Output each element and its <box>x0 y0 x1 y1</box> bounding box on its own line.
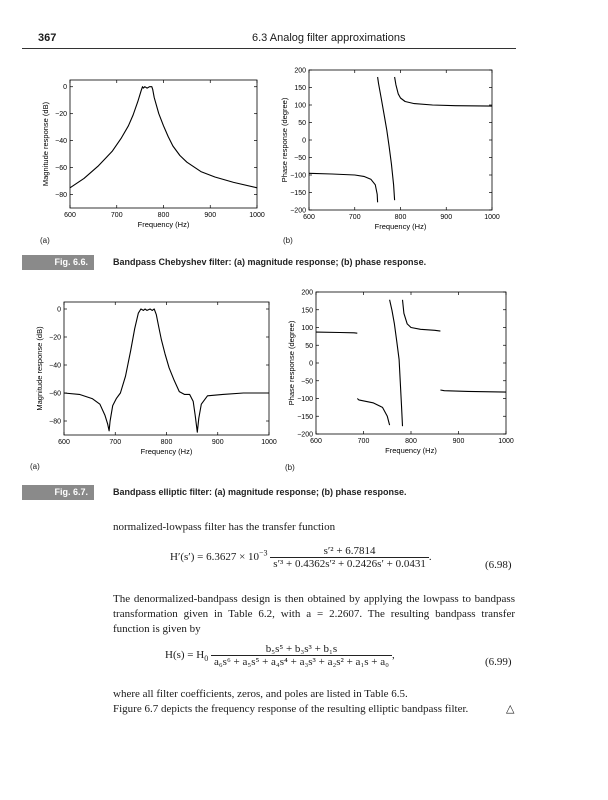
paragraph-4: Figure 6.7 depicts the frequency response of the resulting elliptic bandpass filter. <box>113 703 469 715</box>
eq99-lhs: H(s) = H <box>165 649 205 662</box>
fig6-6b-panel-label: (b) <box>283 236 293 245</box>
eq98-number: (6.98) <box>485 559 512 571</box>
paragraph-1: normalized-lowpass filter has the transfer function <box>113 521 336 533</box>
x-axis-label: Frequency (Hz) <box>140 447 193 456</box>
paragraph-3: where all filter coefficients, zeros, and poles are listed in Table 6.5. <box>113 688 408 700</box>
series-line-4 <box>403 300 441 331</box>
y-tick-label: 200 <box>301 289 313 297</box>
eq99-denominator: a₆s⁶ + a₅s⁵ + a₄s⁴ + a₃s³ + a₂s² + a₁s + a₀ <box>213 656 389 668</box>
y-tick-label: 200 <box>294 67 306 75</box>
eq98-lhs: H′(s′) = 6.3627 × 10 <box>170 551 260 564</box>
fig6-7a-chart <box>30 292 275 472</box>
series-line-1 <box>64 309 269 432</box>
plot-frame <box>316 292 506 434</box>
x-tick-label: 800 <box>157 212 170 219</box>
plot-frame <box>64 302 269 435</box>
y-tick-label: −40 <box>49 362 61 370</box>
x-tick-label: 900 <box>211 439 224 446</box>
running-header <box>22 32 516 48</box>
y-tick-label: −80 <box>49 418 61 426</box>
y-tick-label: −150 <box>297 413 313 421</box>
x-tick-label: 600 <box>303 214 315 221</box>
page-number: 367 <box>38 32 57 44</box>
x-tick-label: 900 <box>452 438 465 445</box>
x-tick-label: 800 <box>394 214 407 221</box>
end-of-example-mark: △ <box>506 703 515 715</box>
y-tick-label: −200 <box>297 431 313 439</box>
x-tick-label: 1000 <box>498 438 514 445</box>
x-axis-label: Frequency (Hz) <box>385 446 437 455</box>
x-tick-label: 700 <box>357 438 370 445</box>
x-tick-label: 600 <box>310 438 322 445</box>
series-line-3 <box>390 300 403 426</box>
series-line-2 <box>357 399 389 426</box>
fig6-7b-panel-label: (b) <box>285 463 295 472</box>
x-axis-label: Frequency (Hz) <box>374 222 427 231</box>
plot-frame <box>70 80 257 208</box>
eq98-denominator: s′³ + 0.4362s′² + 0.2426s′ + 0.0431 <box>273 558 426 570</box>
fig6-6a-panel-label: (a) <box>40 236 50 245</box>
y-tick-label: −100 <box>290 172 306 180</box>
y-tick-label: 150 <box>301 307 313 315</box>
y-axis-label: Magnitude response (dB) <box>41 101 50 187</box>
y-tick-label: 0 <box>63 84 67 92</box>
eq99-fraction <box>211 643 392 668</box>
y-axis-label: Phase response (degree) <box>280 97 289 183</box>
y-tick-label: −60 <box>49 390 61 398</box>
x-tick-label: 700 <box>348 214 361 221</box>
y-tick-label: 0 <box>302 137 306 145</box>
y-tick-label: −20 <box>49 334 61 342</box>
series-line-1 <box>70 87 257 188</box>
fig6-7a-panel-label: (a) <box>30 462 40 471</box>
fig6-6a-plot <box>40 70 265 245</box>
series-line-2 <box>378 77 395 200</box>
y-tick-label: −100 <box>297 396 313 403</box>
y-tick-label: 150 <box>294 85 306 92</box>
fig6-6-caption: Bandpass Chebyshev filter: (a) magnitude response; (b) phase response. <box>113 257 427 267</box>
y-tick-label: −40 <box>55 138 67 146</box>
eq99-numerator: b₅s⁵ + b₃s³ + b₁s <box>211 643 392 656</box>
eq98-exponent: −3 <box>259 548 268 558</box>
x-tick-label: 700 <box>109 439 122 446</box>
fig6-6b-plot <box>275 67 500 245</box>
fig6-7b-plot <box>280 289 514 472</box>
fig6-7-caption: Bandpass elliptic filter: (a) magnitude response; (b) phase response. <box>113 487 407 497</box>
fig6-7a-plot <box>30 292 275 472</box>
eq99-subscript: 0 <box>204 654 209 664</box>
y-tick-label: −60 <box>55 165 67 173</box>
plot-frame <box>309 70 492 210</box>
y-tick-label: 0 <box>309 360 313 368</box>
x-tick-label: 700 <box>110 212 123 219</box>
eq98-numerator: s′² + 6.7814 <box>270 545 429 558</box>
fig6-6-label: Fig. 6.6. <box>22 255 94 270</box>
x-tick-label: 600 <box>58 439 70 446</box>
series-line-1 <box>309 173 378 202</box>
y-tick-label: −200 <box>290 207 306 215</box>
equation-6-99: $H(s) = H_0$ $\frac{\text{b₅s⁵ + b₃s³ + b₁s}}{\text{a₆s⁶ + a₅s⁵ + a₄s⁴ + a₃s³ + a₂s² + a₁s + a₀}}$ , <box>165 643 395 668</box>
y-tick-label: 50 <box>305 342 313 350</box>
header-rule <box>22 48 516 49</box>
y-axis-label: Magnitude response (dB) <box>35 326 44 411</box>
eq99-number: (6.99) <box>485 656 512 668</box>
paragraph-2: The denormalized-bandpass design is then obtained by applying the lowpass to bandpass transformation given in Table 6.2, with a = 2.2607. The resulting bandpass transfer function is given by <box>113 593 515 635</box>
y-tick-label: 100 <box>294 102 306 110</box>
equation-6-98: $H'(s') = 6.3627 \times 10^{-3}$ $\frac{\text{s′² + 6.7814}}{\text{s′³ + 0.4362s′² + 0.2426s′ + 0.0431}}$ . <box>170 545 432 570</box>
y-tick-label: 100 <box>301 325 313 332</box>
fig6-6a-chart <box>40 70 265 245</box>
x-tick-label: 800 <box>160 439 173 446</box>
y-tick-label: −20 <box>55 111 67 119</box>
eq98-fraction <box>270 545 429 570</box>
section-title: 6.3 Analog filter approximations <box>252 32 406 44</box>
y-tick-label: −50 <box>301 378 313 386</box>
fig6-7-label: Fig. 6.7. <box>22 485 94 500</box>
y-tick-label: −150 <box>290 190 306 197</box>
x-tick-label: 1000 <box>249 212 265 219</box>
y-tick-label: −80 <box>55 192 67 200</box>
fig6-7b-chart <box>280 289 514 472</box>
x-tick-label: 600 <box>64 212 76 219</box>
x-tick-label: 1000 <box>484 214 500 221</box>
series-line-3 <box>395 77 492 106</box>
y-tick-label: 0 <box>57 306 61 314</box>
series-line-5 <box>440 390 506 392</box>
x-tick-label: 900 <box>440 214 453 221</box>
series-line-1 <box>316 332 357 333</box>
x-tick-label: 900 <box>204 212 217 219</box>
y-tick-label: −50 <box>294 155 306 162</box>
x-tick-label: 800 <box>405 438 417 445</box>
y-tick-label: 50 <box>298 120 306 127</box>
x-tick-label: 1000 <box>261 439 277 446</box>
fig6-6b-chart <box>275 67 500 245</box>
x-axis-label: Frequency (Hz) <box>137 220 190 229</box>
y-axis-label: Phase response (degree) <box>287 320 296 406</box>
